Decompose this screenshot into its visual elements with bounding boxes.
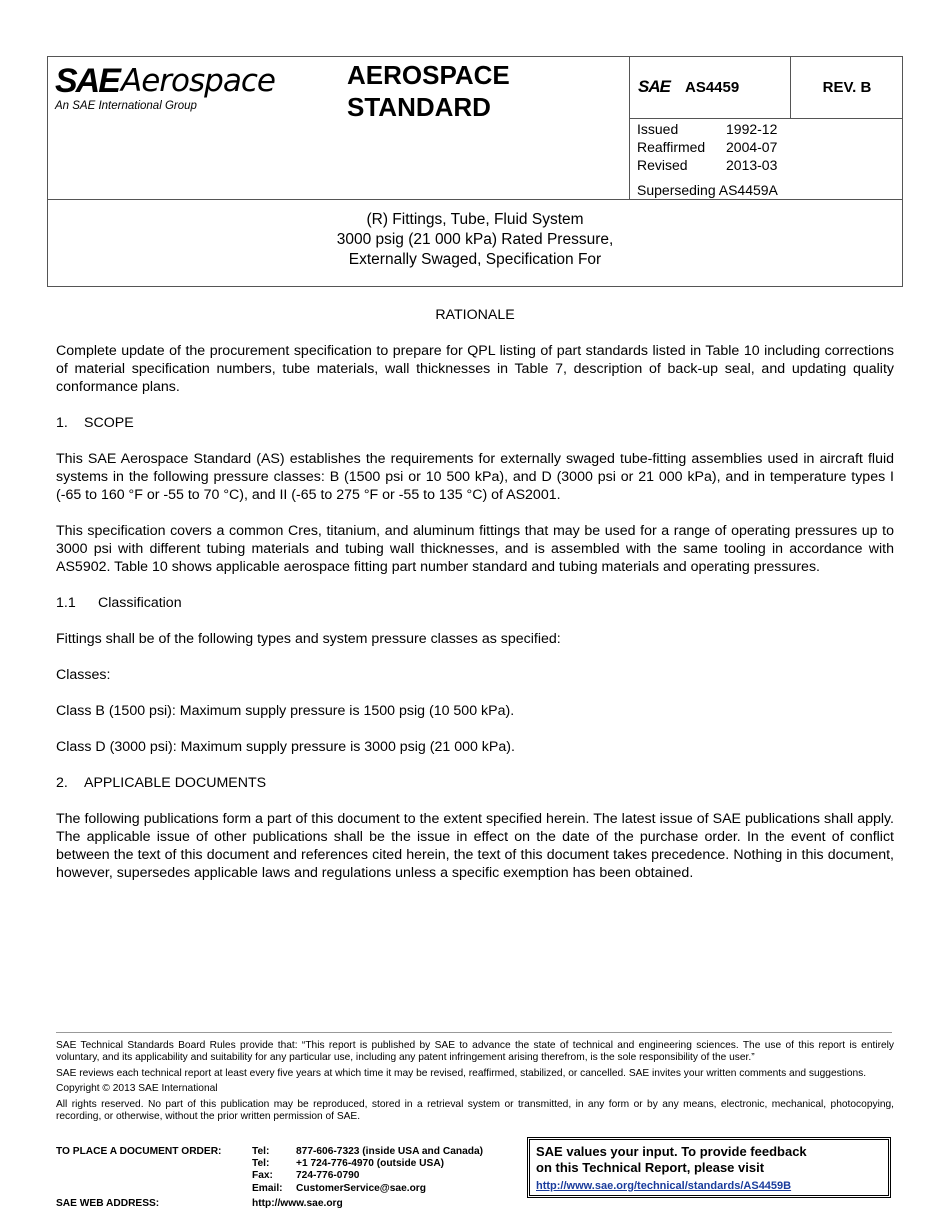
logo-sae-text: SAE: [55, 62, 119, 100]
sae-aerospace-logo: [55, 62, 315, 120]
contact-row: [252, 1183, 532, 1195]
scope-paragraph-1: This SAE Aerospace Standard (AS) establishes the requirements for externally swaged tube-fitting assemblies used in aircraft fluid systems in the following pressure classes: B (1500 psi or 10 500 kPa), and D (3000 psi or 21 000 kPa), and in temperature types I (-65 to 160 °F or -55 to 70 °C), and II (-65 to 275 °F or -55 to 135 °C) of AS2001.: [56, 451, 894, 503]
contact-row: [252, 1158, 532, 1170]
subject-line: (R) Fittings, Tube, Fluid System: [366, 211, 584, 228]
revision-label: REV. B: [822, 79, 872, 96]
section-title: SCOPE: [84, 415, 134, 431]
contact-value: 877-606-7323 (inside USA and Canada): [296, 1146, 484, 1157]
applicable-documents-paragraph: The following publications form a part of this document to the extent specified herein. The latest issue of SAE publications shall apply. The applicable issue of other publications shall be the issue in effect on the date of the purchase order. In the event of conflict between the text of this document and references cited herein, the text of this document takes precedence. Nothing in this document, however, supersedes applicable laws and regulations unless a specific exemption has been obtained.: [56, 811, 894, 881]
classes-label: Classes:: [56, 667, 111, 683]
feedback-text: on this Technical Report, please visit: [536, 1160, 765, 1175]
order-label: TO PLACE A DOCUMENT ORDER:: [56, 1146, 222, 1157]
date-row: [637, 120, 777, 138]
section-number: 1.: [56, 415, 68, 431]
date-value: 2013-03: [726, 157, 778, 173]
standard-title-line1: AEROSPACE: [347, 60, 510, 90]
contact-list: [252, 1146, 532, 1195]
date-value: 2004-07: [726, 139, 778, 155]
header-divider: [629, 118, 903, 119]
web-address-label: SAE WEB ADDRESS:: [56, 1198, 160, 1209]
contact-label: Tel:: [252, 1158, 270, 1170]
document-body: [56, 306, 894, 882]
section-title: APPLICABLE DOCUMENTS: [84, 775, 267, 791]
document-header: [47, 56, 903, 287]
review-text: SAE reviews each technical report at least every five years at which time it may be revised, reaffirmed, stabilized, or cancelled. SAE invites your written comments and suggestions.: [56, 1067, 867, 1079]
standard-title: [347, 59, 510, 123]
section-heading-classification: [56, 594, 894, 612]
contact-label: Tel:: [252, 1146, 270, 1157]
logo-aerospace-text: Aerospace: [121, 63, 275, 99]
date-label: Issued: [637, 121, 679, 137]
footer-notices: [56, 1040, 894, 1127]
section-number: 1.1: [56, 595, 76, 611]
rights-text: All rights reserved. No part of this publication may be reproduced, stored in a retrieval system or transmitted, in any form or by any means, electronic, mechanical, photocopying, recording, or otherwise, without the prior written permission of SAE.: [56, 1099, 894, 1122]
standard-title-line2: STANDARD: [347, 92, 491, 122]
copyright-text: Copyright © 2013 SAE International: [56, 1083, 218, 1095]
contact-row: [252, 1170, 532, 1182]
sae-mark: SAE: [638, 77, 670, 96]
footer-divider: [56, 1032, 892, 1033]
header-divider: [48, 199, 902, 200]
feedback-text: SAE values your input. To provide feedback: [536, 1144, 807, 1159]
rationale-paragraph: Complete update of the procurement specification to prepare for QPL listing of part standards listed in Table 10 including corrections of material specification numbers, tube materials, wall thicknesses in Table 7, description of back-up seal, and updating quality conformance plans.: [56, 343, 894, 395]
contact-value: 724-776-0790: [296, 1170, 360, 1182]
contact-value: +1 724-776-4970 (outside USA): [296, 1158, 445, 1170]
feedback-link[interactable]: http://www.sae.org/technical/standards/AS4459B: [536, 1180, 792, 1192]
board-rules-text: SAE Technical Standards Board Rules provide that: “This report is published by SAE to advance the state of technical and engineering sciences. The use of this report is entirely voluntary, and its applicability and suitability for any particular use, including any patent infringement arising therefrom, is the sole responsibility of the user.”: [56, 1040, 894, 1063]
subject-line: 3000 psig (21 000 kPa) Rated Pressure,: [336, 231, 614, 248]
document-number: AS4459: [685, 79, 740, 96]
section-number: 2.: [56, 775, 68, 791]
subject-line: Externally Swaged, Specification For: [348, 251, 602, 268]
scope-paragraph-2: This specification covers a common Cres, titanium, and aluminum fittings that may be used for a range of operating pressures up to 3000 psi with different tubing materials and tubing wall thicknesses, and is assembled with the same tooling in accordance with AS5902. Table 10 shows applicable aerospace fitting part number standard and tubing materials and operating pressures.: [56, 523, 894, 575]
document-subject: [48, 210, 902, 270]
date-row: [637, 156, 777, 174]
rationale-heading: RATIONALE: [435, 307, 515, 323]
class-b-text: Class B (1500 psi): Maximum supply pressure is 1500 psig (10 500 kPa).: [56, 703, 515, 719]
web-address-link[interactable]: http://www.sae.org: [252, 1198, 343, 1209]
section-title: Classification: [98, 595, 182, 611]
feedback-box: [527, 1137, 891, 1198]
contact-row: [252, 1146, 532, 1158]
section-heading-applicable-documents: [56, 774, 894, 792]
section-heading-scope: [56, 414, 894, 432]
contact-label: Email:: [252, 1182, 283, 1194]
contact-label: Fax:: [252, 1170, 273, 1182]
superseding-note: Superseding AS4459A: [637, 182, 778, 198]
classification-paragraph: Fittings shall be of the following types and system pressure classes as specified:: [56, 631, 561, 647]
date-row: [637, 138, 777, 156]
class-d-text: Class D (3000 psi): Maximum supply pressure is 3000 psig (21 000 kPa).: [56, 739, 515, 755]
header-divider: [629, 57, 630, 199]
contact-email[interactable]: CustomerService@sae.org: [296, 1182, 426, 1194]
logo-group-text: An SAE International Group: [55, 100, 197, 112]
date-value: 1992-12: [726, 121, 778, 137]
document-dates: [637, 120, 777, 174]
date-label: Revised: [637, 157, 688, 173]
date-label: Reaffirmed: [637, 139, 706, 155]
